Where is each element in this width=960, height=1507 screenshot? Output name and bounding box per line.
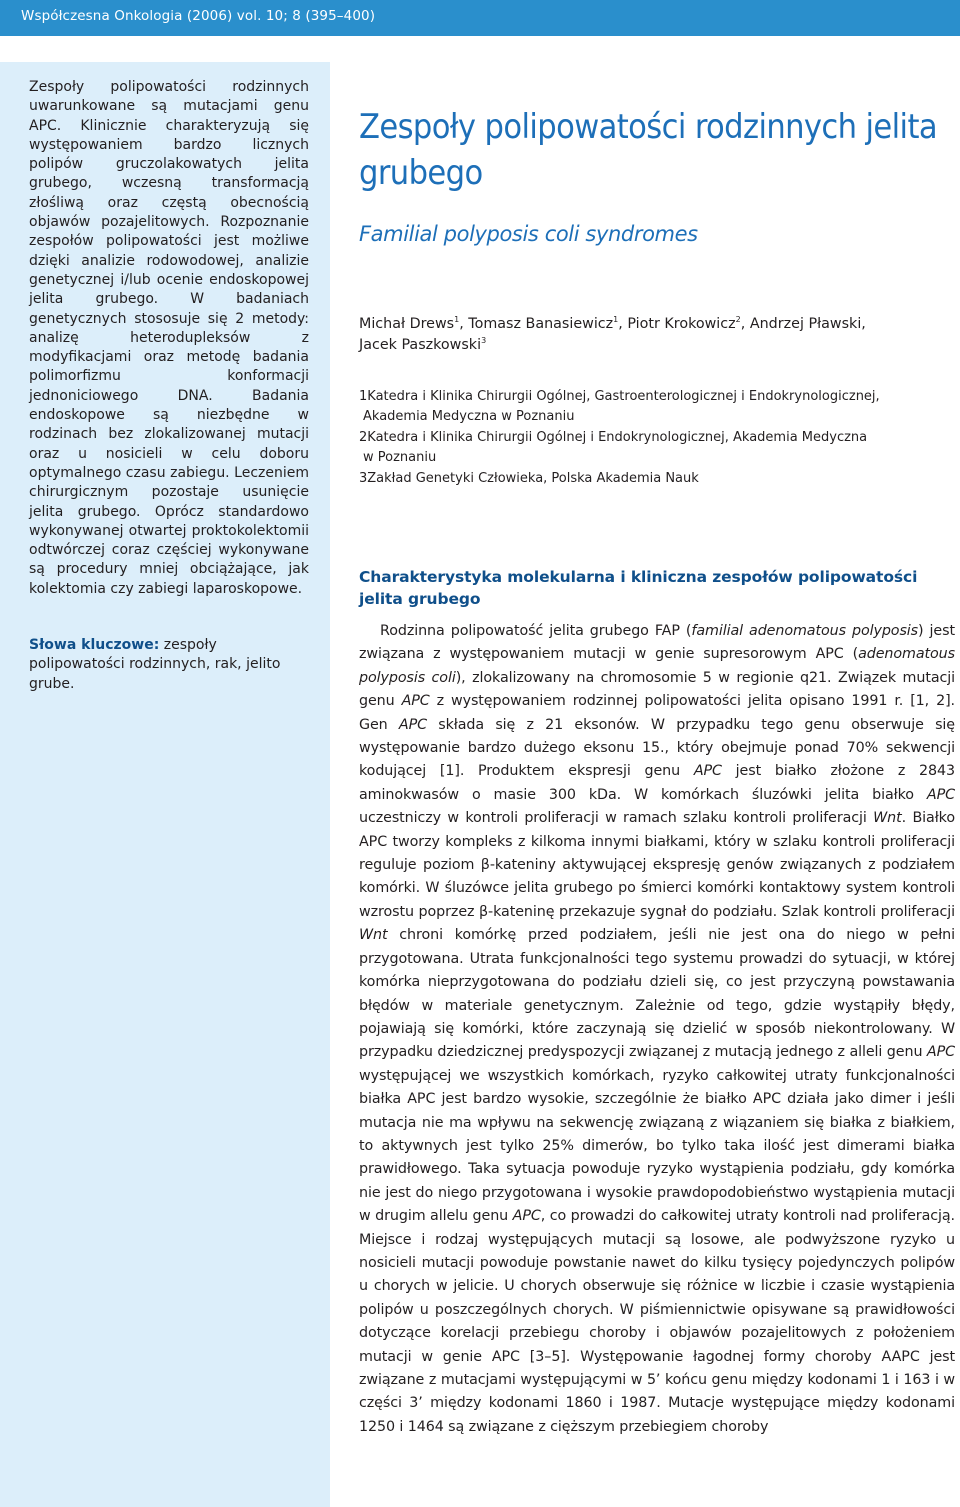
author-list bbox=[359, 314, 955, 356]
body-text-run: chroni komórkę przed podziałem, jeśli nie jest ona do niego w pełni przygotowana. Utrata funkcjonalności tego systemu prowadzi do sytuacji, w której komórka nieprzygotowana do podziału dzieli się, co jest przyczyną powstawania błędów w materiale genetycznym. Zależnie od tego, gdzie wystąpiły błędy, pojawiają się komórki, które zaczynają się dzielić w sposób niekontrolowany. W przypadku dziedzicznej predyspozycji związanej z mutacją jednego z alleli genu bbox=[359, 927, 955, 1061]
body-text-run: ) jest związana z występowaniem mutacji w genie supresorowym APC ( bbox=[359, 623, 955, 663]
affiliation-text: Katedra i Klinika Chirurgii Ogólnej, Gastroenterologicznej i Endokrynologicznej, bbox=[367, 389, 880, 404]
journal-header-bar bbox=[0, 0, 960, 36]
body-text-run: z występowaniem rodzinnej polipowatości jelita opisano 1991 r. [1, 2]. Gen bbox=[359, 693, 955, 733]
article-title: Zespoły polipowatości rodzinnych jelita grubego bbox=[359, 107, 937, 193]
author-separator: , bbox=[740, 316, 750, 332]
affiliation-line bbox=[359, 469, 955, 489]
keywords-label: Słowa kluczowe: bbox=[29, 637, 160, 653]
italic-term: APC bbox=[693, 763, 722, 780]
italic-term: APC bbox=[401, 693, 430, 710]
author-name: Michał Drews bbox=[359, 316, 455, 332]
keywords-list: zespoły polipowatości rodzinnych, rak, jelito grube. bbox=[29, 637, 281, 692]
affiliation-number: 1 bbox=[359, 389, 368, 404]
affiliation-number: 3 bbox=[359, 470, 368, 486]
body-text-run: . Białko APC tworzy kompleks z kilkoma innymi białkami, który w szlaku kontroli proliferacji reguluje poziom β-kateniny aktywującej ekspresję genów związanych z podziałem komórki. W śluzówce jelita grubego po śmierci komórki kontaktowy system kontroli wzrostu poprzez β-kateninę przekazuje sygnał do podziału. Szlak kontroli proliferacji bbox=[359, 810, 955, 920]
author-affiliation-mark: 1 bbox=[613, 315, 619, 324]
italic-term: APC bbox=[512, 1208, 541, 1225]
author-separator: , bbox=[459, 316, 469, 332]
affiliations bbox=[359, 387, 955, 489]
affiliation-text: Katedra i Klinika Chirurgii Ogólnej i Endokrynologicznej, Akademia Medyczna bbox=[367, 429, 868, 445]
italic-term: APC bbox=[398, 716, 427, 733]
journal-citation: Współczesna Onkologia (2006) vol. 10; 8 (395–400) bbox=[21, 8, 376, 24]
italic-term: Wnt bbox=[873, 810, 902, 827]
italic-term: APC bbox=[926, 786, 955, 803]
affiliation-line bbox=[359, 428, 955, 448]
body-text-run: składa się z 21 eksonów. W przypadku tego genu obserwuje się występowanie bardzo dużego eksonu 15., który obejmuje ponad 70% sekwencji kodującej [1]. Produktem ekspresji genu bbox=[359, 716, 955, 780]
body-text-run: ), zlokalizowany na chromosomie 5 w regionie q21. Związek mutacji genu bbox=[359, 669, 955, 710]
body-paragraph bbox=[359, 620, 955, 1439]
author-affiliation-mark: 2 bbox=[735, 315, 741, 324]
author-affiliation-mark: 1 bbox=[454, 315, 460, 324]
author-name: Andrzej Pławski bbox=[749, 316, 862, 332]
italic-term: adenomatous polyposis coli bbox=[359, 646, 955, 686]
affiliation-number: 2 bbox=[359, 429, 368, 445]
body-text-run: , co prowadzi do całkowitej utraty kontroli nad proliferacją. Miejsce i rodzaj występujących mutacji są losowe, ale podwyższone ryzyko u nosicieli mutacji powoduje powstanie nawet do kilku tysięcy pojedynczych polipów u chorych w jelicie. U chorych obserwuje się różnice w liczbie i czasie wystąpienia polipów u poszczególnych chorych. W piśmiennictwie opisywane są prawidłowości dotyczące korelacji przebiegu choroby i objawów pozajelitowych z położeniem mutacji w genie APC [3–5]. Występowanie łagodnej formy choroby AAPC jest związane z mutacjami występującymi w 5’ końcu genu między kodonami 1 i 163 i w części 3’ między kodonami 1860 i 1987. Mutacje występujące między kodonami 1250 i 1464 są związane z cięższym przebiegiem choroby bbox=[359, 1208, 955, 1435]
section-heading: Charakterystyka molekularna i kliniczna zespołów polipowatości jelita grubego bbox=[359, 568, 918, 608]
italic-term: Wnt bbox=[359, 927, 388, 944]
author-name: Jacek Paszkowski bbox=[359, 337, 482, 353]
affiliation-text: Zakład Genetyki Człowieka, Polska Akademia Nauk bbox=[367, 470, 699, 486]
italic-term: APC bbox=[926, 1044, 955, 1061]
keywords bbox=[29, 636, 309, 694]
author-name: Piotr Krokowicz bbox=[627, 316, 736, 332]
italic-term: familial adenomatous polyposis bbox=[691, 623, 919, 639]
article-subtitle: Familial polyposis coli syndromes bbox=[359, 222, 698, 246]
author-separator: , bbox=[618, 316, 628, 332]
abstract-text: Zespoły polipowatości rodzinnych uwarunkowane są mutacjami genu APC. Klinicznie charakteryzują się występowaniem bardzo licznych polipów gruczolakowatych jelita grubego, wczesną transformacją złośliwą oraz częstą obecnością objawów pozajelitowych. Rozpoznanie zespołów polipowatości jest możliwe dzięki analizie rodowodowej, analizie genetycznej i/lub ocenie endoskopowej jelita grubego. W badaniach genetycznych stososuje się 2 metody: analizę heterodupleksów z modyfikacjami oraz metodę badania polimorfizmu konformacji jednoniciowego DNA. Badania endoskopowe są niezbędne w rodzinach bez zlokalizowanej mutacji oraz u nosicieli w celu doboru optymalnego czasu zabiegu. Leczeniem chirurgicznym pozostaje usunięcie jelita grubego. Oprócz standardowo wykonywanej otwartej proktokolektomii odtwórczej coraz częściej wykonywane są procedury mniej obciążające, jak kolektomia czy zabiegi laparoskopowe. bbox=[29, 79, 309, 597]
body-text-run: występującej we wszystkich komórkach, ryzyko całkowitej utraty funkcjonalności białka APC jest bardzo wysokie, szczególnie że białko APC działa jako dimer i jeśli mutacja nie ma wpływu na sekwencję związaną z wiązaniem się białka z białkiem, to aktywnych jest tylko 25% dimerów, bo tylko taka ilość jest dimerami białka prawidłowego. Taka sytuacja powoduje ryzyko wystąpienia podziału, gdy komórka nie jest do niego przygotowana i wysokie prawdopodobieństwo wystąpienia mutacji w drugim allelu genu bbox=[359, 1067, 955, 1225]
affiliation-line bbox=[359, 387, 955, 407]
affiliation-text: Akademia Medyczna w Poznaniu bbox=[363, 409, 575, 425]
body-text-run: Rodzinna polipowatość jelita grubego FAP ( bbox=[380, 623, 692, 639]
author-name: Tomasz Banasiewicz bbox=[468, 316, 614, 332]
body-text-run: jest białko złożone z 2843 aminokwasów o masie 300 kDa. W komórkach śluzówki jelita białko bbox=[359, 763, 955, 803]
author-separator: , bbox=[861, 316, 866, 332]
author-affiliation-mark: 3 bbox=[481, 336, 487, 345]
body-text-run: uczestniczy w kontroli proliferacji w ramach szlaku kontroli proliferacji bbox=[359, 810, 874, 827]
affiliation-text: w Poznaniu bbox=[363, 450, 437, 466]
